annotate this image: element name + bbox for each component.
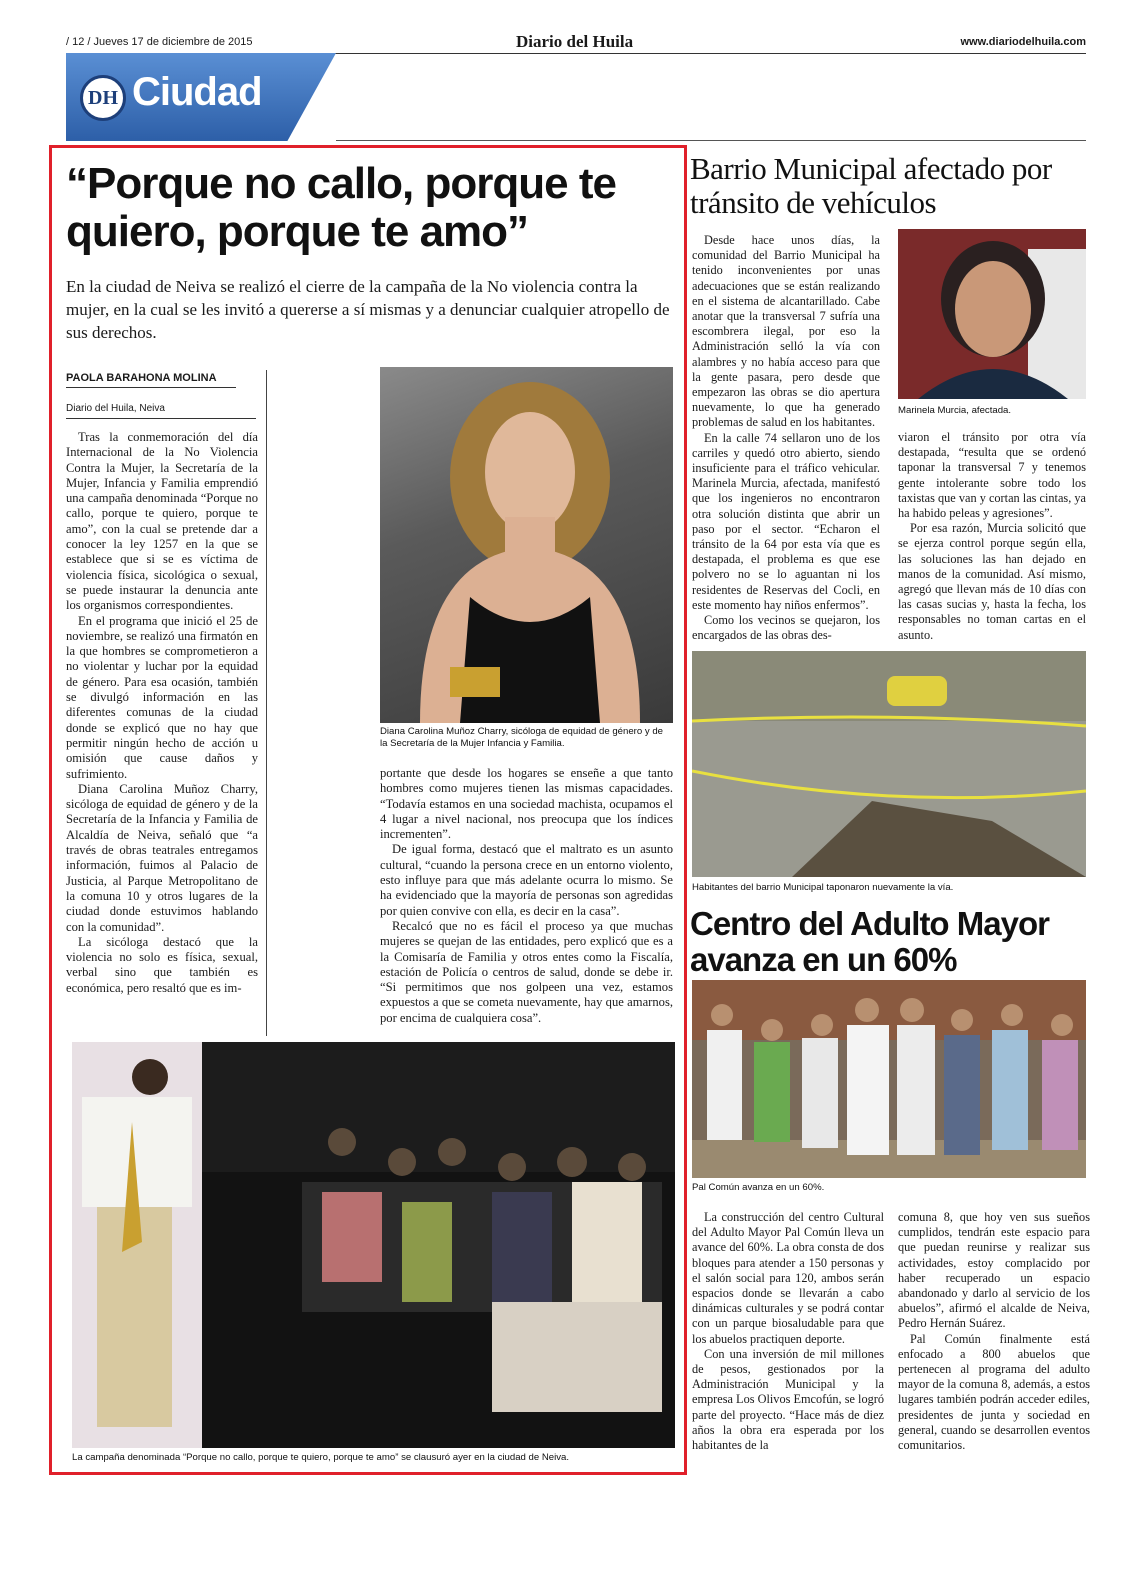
issue-info: / 12 / Jueves 17 de diciembre de 2015 — [66, 36, 253, 48]
website: www.diariodelhuila.com — [960, 36, 1086, 48]
event-caption: La campaña denominada “Porque no callo, porque te quiero, porque te amo” se clausuró ayer en la ciudad de Neiva. — [72, 1452, 570, 1463]
article2-column-2 — [898, 430, 1086, 643]
article3-headline: Centro del Adulto Mayor avanza en un 60% — [690, 905, 1049, 978]
author-byline: PAOLA BARAHONA MOLINA — [66, 372, 236, 388]
paragraph: comuna 8, que hoy ven sus sueños cumplidos, tendrán este espacio para que puedan reunirse y realizar sus actividades, estoy complacido por haber recuperado un espacio abandonado y darlo al servicio de los abuelos”, afirmó el alcalde de Neiva, Pedro Hernán Suárez. — [898, 1210, 1090, 1331]
dateline: Diario del Huila, Neiva — [66, 403, 256, 419]
paragraph: La construcción del centro Cultural del Adulto Mayor Pal Común lleva un avance del 60%. La obra consta de dos bloques para atender a 150 personas y el salón social para 120, ambos serán espacios donde se llevarán a cabo dinámicas culturales y se podrá contar con un parque biosaludable para que los abuelos practiquen deporte. — [692, 1210, 884, 1346]
main-column-2 — [380, 766, 673, 1026]
event-illustration — [72, 1042, 675, 1448]
group-illustration — [692, 980, 1086, 1178]
paragraph: En el programa que inició el 25 de noviembre, se realizó una firmatón en la que hombres se comprometieron a no violentar y luchar por la equidad de género. Para esa ocasión, también se divulgó información en las diferentes comunas de la ciudad donde se explicó que no hay que permitir ningún hecho de acción u omisión que cause daños y sufrimiento. — [66, 613, 258, 781]
article2-column-1 — [692, 233, 880, 643]
paper-name: Diario del Huila — [516, 32, 634, 51]
paragraph: Tras la conmemoración del día Internacional de la No Violencia Contra la Mujer, la Secretaría de la Mujer, Infancia y Familia emprendió una campaña denominada “Porque no callo, porque te quiero, porque te amo”, con la cual se pretende dar a conocer la ley 1257 en la que se establece que si se es víctima de violencia física, sicológica o sexual, se puede instaurar la denuncia ante los organismos correspondientes. — [66, 430, 258, 613]
group-caption: Pal Común avanza en un 60%. — [692, 1182, 825, 1193]
paragraph: Con una inversión de mil millones de pesos, gestionados por la Administración Municipal y la empresa Los Olivos Emcofún, se logró parte del proyecto. “Hace más de diez años la obra era esperada por los habitantes de la — [692, 1346, 884, 1453]
paragraph: Pal Común finalmente está enfocado a 800 abuelos que pertenecen al programa del adulto mayor de la comuna 8, además, a estos lugares también podrán acceder ediles, presidentes de junta y sociedad en general, cuando se desarrollen eventos comunitarios. — [898, 1331, 1090, 1453]
page-header — [66, 34, 1086, 52]
paragraph: Recalcó que no es fácil el proceso ya que muchas mujeres se quejan de las entidades, pero explicó que es a la Comisaría de Familia y otros entes como la Fiscalía, estación de Policía o centros de salud, donde se debe ir. “Si permitimos que nos golpeen una vez, estamos expuestos a que se cometa nuevamente, hay que amarnos, por encima de cualquiera cosa”. — [380, 918, 673, 1025]
main-column-1 — [66, 430, 258, 996]
portrait-caption: Diana Carolina Muñoz Charry, sicóloga de equidad de género y de la Secretaría de la Mujer Infancia y Familia. — [380, 726, 664, 749]
woman-portrait-illustration — [898, 229, 1086, 399]
main-headline: “Porque no callo, porque te quiero, porque te amo” — [66, 159, 616, 256]
paragraph: De igual forma, destacó que el maltrato es un asunto cultural, “cuando la persona crece en un entorno violento, esto influye para que más adelante ocurra lo mismo. Se ha evidenciado que la mayoría de personas son agredidas por quien convive con ella, es decir en la casa”. — [380, 842, 673, 918]
main-lead: En la ciudad de Neiva se realizó el cierre de la campaña de la No violencia contra la mujer, en la cual se les invitó a quererse a sí mismas y a denunciar cualquier atropello de sus derechos. — [66, 277, 670, 342]
woman-portrait-illustration — [380, 367, 673, 723]
article3-column-2 — [898, 1210, 1090, 1453]
paragraph: La sicóloga destacó que la violencia no solo es física, sexual, verbal sino que también es económica, pero resaltó que es im- — [66, 934, 258, 995]
street-caption: Habitantes del barrio Municipal taponaron nuevamente la vía. — [692, 882, 954, 893]
section-title: Ciudad — [132, 70, 262, 114]
event-photo — [72, 1042, 675, 1448]
paragraph: portante que desde los hogares se enseñe a que tanto hombres como mujeres tienen las mismas capacidades. “Todavía estamos en una sociedad machista, ocupamos el 4 lugar a nivel nacional, nos preocupa que los índices incrementen”. — [380, 766, 673, 842]
paragraph: Desde hace unos días, la comunidad del Barrio Municipal ha tenido inconvenientes por unas adecuaciones que se están realizando en el sistema de alcantarillado. Cabe anotar que la transversal 7 sufría una escombrera ilegal, por eso la Administración selló la vía con alambres y no había acceso para que la gente pasara, pero desde que empezaron las obras se dio apertura nuevamente, lo que ha generado problemas de salud en los habitantes. — [692, 233, 880, 430]
article3-column-1 — [692, 1210, 884, 1453]
article2-headline: Barrio Municipal afectado por tránsito de vehículos — [690, 151, 1052, 220]
group-photo — [692, 980, 1086, 1178]
section-rule — [336, 140, 1086, 141]
paragraph: viaron el tránsito por otra vía destapada, “resulta que se ordenó taponar la transversal 7 y tenemos gente intolerante sobre todo los taxistas que van y cortan las cintas, ya ha habido peleas y agresiones”. — [898, 430, 1086, 521]
column-divider — [266, 370, 267, 1036]
street-illustration — [692, 651, 1086, 877]
dh-logo-icon: DH — [80, 75, 126, 121]
street-photo — [692, 651, 1086, 877]
paragraph: Como los vecinos se quejaron, los encargados de las obras des- — [692, 613, 880, 643]
paragraph: En la calle 74 sellaron uno de los carriles y quedó otro abierto, siendo insuficiente para el tráfico vehicular. Marinela Murcia, afectada, manifestó que los ingenieros no encontraron otra solución distinta que abrir un paso por el sector. “Echaron el tránsito de la 64 por esta vía que es destapada, el problema es que ese polvero no se lo aguantan ni los residentes de Reservas del Cocli, en este momento hay niños enfermos”. — [692, 430, 880, 612]
portrait-photo — [380, 367, 673, 723]
marinela-caption: Marinela Murcia, afectada. — [898, 405, 1012, 416]
paragraph: Por esa razón, Murcia solicitó que se ejerza control porque según ella, las soluciones las han dejado en manos de la comunidad. Así mismo, agregó que llevan más de 10 días con las casas sucias y, hasta la fecha, los responsables no toman cartas en el asunto. — [898, 521, 1086, 642]
paragraph: Diana Carolina Muñoz Charry, sicóloga de equidad de género y de la Secretaría de la Infancia y Familia de Alcaldía de Neiva, señaló que “a través de obras teatrales entregamos información, fuimos al Palacio de Justicia, al Parque Metropolitano de la comuna 10 y otros lugares de la ciudad donde estuvimos hablando con la comunidad”. — [66, 781, 258, 934]
marinela-portrait-photo — [898, 229, 1086, 399]
